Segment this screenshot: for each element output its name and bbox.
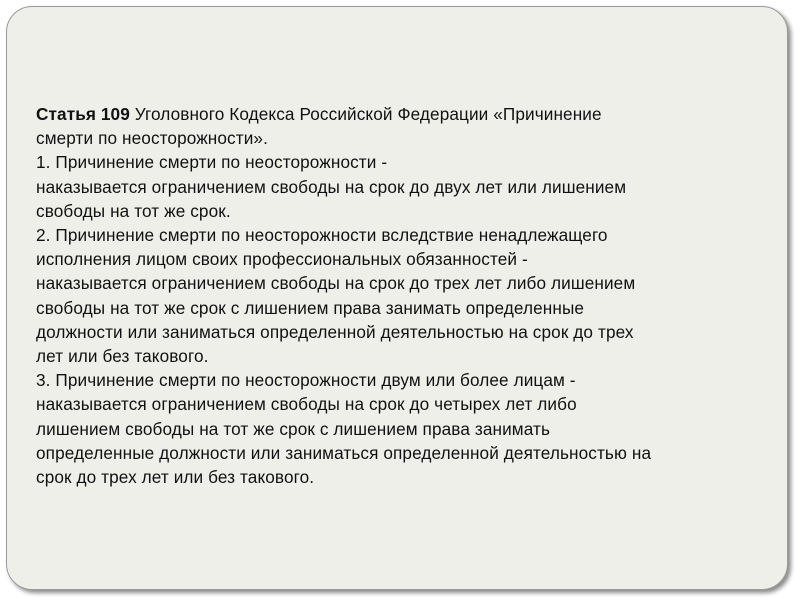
- article-number: Статья 109: [36, 104, 130, 124]
- text-line: лишением свободы на тот же срок с лишением права занимать: [36, 418, 551, 439]
- text-line: срок до трех лет или без такового.: [36, 467, 315, 488]
- text-line: 2. Причинение смерти по неосторожности вследствие ненадлежащего: [36, 225, 608, 246]
- text-line: лет или без такового.: [36, 346, 209, 367]
- text-line: наказывается ограничением свободы на срок до двух лет или лишением: [36, 176, 627, 197]
- text-line: исполнения лицом своих профессиональных обязанностей -: [36, 249, 528, 270]
- text-line: определенные должности или заниматься определенной деятельностью на: [36, 442, 652, 463]
- text-line: смерти по неосторожности».: [36, 128, 268, 149]
- article-heading: [36, 102, 766, 126]
- text-line: наказывается ограничением свободы на срок до трех лет либо лишением: [36, 273, 636, 294]
- text-line: должности или заниматься определенной деятельностью на срок до трех: [36, 321, 634, 342]
- article-text: [36, 102, 766, 489]
- article-title: Уголовного Кодекса Российской Федерации «Причинение: [129, 104, 602, 124]
- text-line: свободы на тот же срок.: [36, 200, 231, 221]
- text-line: свободы на тот же срок с лишением права занимать определенные: [36, 297, 585, 318]
- text-line: 3. Причинение смерти по неосторожности двум или более лицам -: [36, 370, 576, 391]
- text-line: наказывается ограничением свободы на срок до четырех лет либо: [36, 394, 577, 415]
- text-line: 1. Причинение смерти по неосторожности -: [36, 152, 388, 173]
